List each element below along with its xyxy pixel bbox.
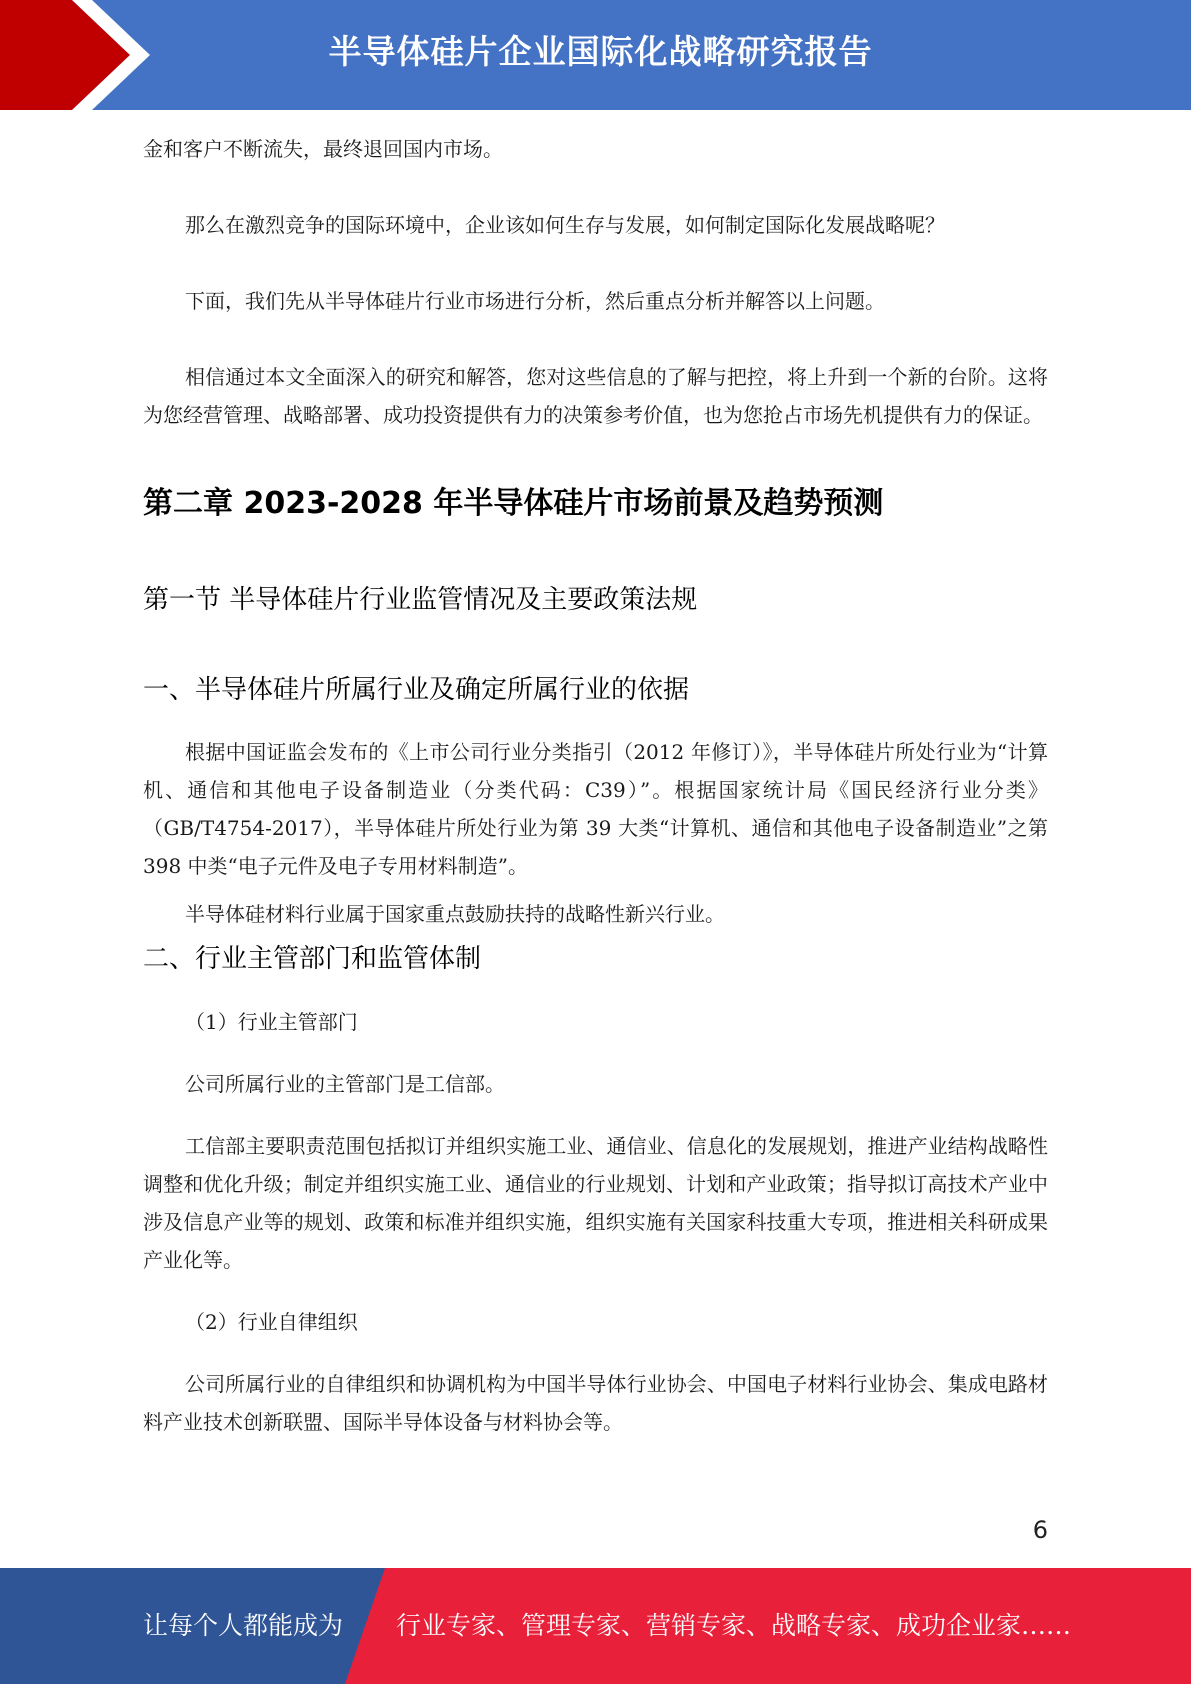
report-title: 半导体硅片企业国际化战略研究报告: [328, 32, 873, 71]
paragraph: 半导体硅材料行业属于国家重点鼓励扶持的战略性新兴行业。: [185, 902, 725, 926]
footer-slogan-right: 行业专家、管理专家、营销专家、战略专家、成功企业家……: [396, 1611, 1072, 1640]
document-body: [143, 130, 1048, 1441]
page-header: [0, 0, 1191, 110]
page-number: 6: [1032, 1516, 1048, 1544]
section-heading: 第一节 半导体硅片行业监管情况及主要政策法规: [143, 585, 698, 615]
subsection-heading: 一、半导体硅片所属行业及确定所属行业的依据: [143, 675, 690, 705]
list-item-heading: （2）行业自律组织: [185, 1310, 358, 1334]
paragraph: 工信部主要职责范围包括拟订并组织实施工业、通信业、信息化的发展规划，推进产业结构战略性调整和优化升级；制定并组织实施工业、通信业的行业规划、计划和产业政策；指导拟订高技术产业中涉及信息产业等的规划、政策和标准并组织实施，组织实施有关国家科技重大专项，推进相关科研成果产业化等。: [143, 1134, 1048, 1272]
subsection-heading: 二、行业主管部门和监管体制: [143, 944, 482, 974]
footer-slogan-left: 让每个人都能成为: [143, 1611, 344, 1640]
list-item-heading: （1）行业主管部门: [185, 1010, 358, 1034]
paragraph: 公司所属行业的主管部门是工信部。: [185, 1072, 505, 1096]
paragraph: 公司所属行业的自律组织和协调机构为中国半导体行业协会、中国电子材料行业协会、集成电路材料产业技术创新联盟、国际半导体设备与材料协会等。: [143, 1372, 1048, 1434]
chapter-heading: 第二章 2023-2028 年半导体硅片市场前景及趋势预测: [143, 486, 884, 521]
paragraph: 那么在激烈竞争的国际环境中，企业该如何生存与发展，如何制定国际化发展战略呢？: [185, 213, 945, 237]
paragraph: 根据中国证监会发布的《上市公司行业分类指引（2012 年修订）》，半导体硅片所处行业为“计算机、通信和其他电子设备制造业（分类代码：C39）”。根据国家统计局《国民经济行业分类》（GB/T4754-2017），半导体硅片所处行业为第 39 大类“计算机、通信和其他电子设备制造业”之第 398 中类“电子元件及电子专用材料制造”。: [143, 740, 1048, 878]
paragraph: 相信通过本文全面深入的研究和解答，您对这些信息的了解与把控，将上升到一个新的台阶。这将为您经营管理、战略部署、成功投资提供有力的决策参考价值，也为您抢占市场先机提供有力的保证。: [143, 365, 1048, 427]
paragraph: 金和客户不断流失，最终退回国内市场。: [143, 137, 503, 161]
page-footer: [0, 1568, 1191, 1684]
paragraph: 下面，我们先从半导体硅片行业市场进行分析，然后重点分析并解答以上问题。: [185, 289, 885, 313]
